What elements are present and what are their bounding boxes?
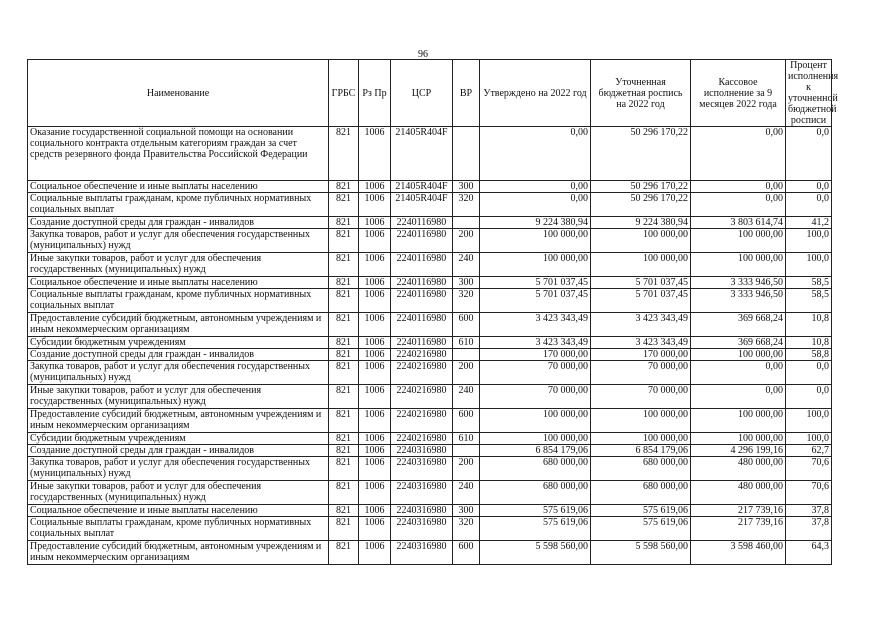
cell-csr: 2240116980: [391, 277, 453, 289]
cell-approved: 3 423 343,49: [480, 313, 591, 337]
cell-rzpr: 1006: [359, 181, 391, 193]
cell-vr: 200: [453, 361, 480, 385]
cell-percent: 41,2: [786, 217, 832, 229]
cell-name: Создание доступной среды для граждан - инвалидов: [28, 349, 329, 361]
cell-percent: 70,6: [786, 481, 832, 505]
cell-name: Субсидии бюджетным учреждениям: [28, 433, 329, 445]
cell-approved: 680 000,00: [480, 481, 591, 505]
cell-grbs: 821: [329, 181, 359, 193]
header-approved: Утверждено на 2022 год: [480, 60, 591, 127]
cell-cash: 3 333 946,50: [691, 277, 786, 289]
cell-refined: 100 000,00: [591, 409, 691, 433]
header-rzpr: Рз Пр: [359, 60, 391, 127]
cell-vr: 240: [453, 481, 480, 505]
cell-cash: 217 739,16: [691, 505, 786, 517]
cell-name: Оказание государственной социальной помощи на основании социального контракта отдельным категориям граждан за счет средств резервного фонда Правительства Российской Федерации: [28, 127, 329, 181]
budget-execution-table: [27, 59, 839, 565]
cell-percent: 58,5: [786, 277, 832, 289]
cell-cash: 0,00: [691, 361, 786, 385]
cell-refined: 3 423 343,49: [591, 313, 691, 337]
cell-csr: 2240316980: [391, 517, 453, 541]
cell-vr: [453, 445, 480, 457]
cell-cash: 100 000,00: [691, 409, 786, 433]
cell-name: Создание доступной среды для граждан - инвалидов: [28, 445, 329, 457]
cell-grbs: 821: [329, 361, 359, 385]
cell-cash: 369 668,24: [691, 337, 786, 349]
cell-approved: 680 000,00: [480, 457, 591, 481]
cell-name: Иные закупки товаров, работ и услуг для обеспечения государственных (муниципальных) нужд: [28, 481, 329, 505]
table-row: [28, 277, 832, 289]
table-row: [28, 409, 832, 433]
table-body: [28, 127, 832, 565]
cell-refined: 575 619,06: [591, 505, 691, 517]
cell-cash: 480 000,00: [691, 481, 786, 505]
cell-percent: 37,8: [786, 517, 832, 541]
cell-cash: 4 296 199,16: [691, 445, 786, 457]
cell-name: Социальное обеспечение и иные выплаты населению: [28, 181, 329, 193]
cell-rzpr: 1006: [359, 433, 391, 445]
cell-cash: 100 000,00: [691, 349, 786, 361]
cell-rzpr: 1006: [359, 127, 391, 181]
table-row: [28, 481, 832, 505]
page-number: 96: [418, 49, 428, 60]
cell-vr: 610: [453, 433, 480, 445]
cell-refined: 6 854 179,06: [591, 445, 691, 457]
cell-rzpr: 1006: [359, 337, 391, 349]
cell-csr: 2240116980: [391, 289, 453, 313]
cell-approved: 3 423 343,49: [480, 337, 591, 349]
cell-csr: 2240216980: [391, 409, 453, 433]
cell-approved: 575 619,06: [480, 517, 591, 541]
cell-csr: 2240116980: [391, 253, 453, 277]
cell-refined: 100 000,00: [591, 253, 691, 277]
cell-name: Иные закупки товаров, работ и услуг для обеспечения государственных (муниципальных) нужд: [28, 253, 329, 277]
header-percent: Процент исполнения к уточненной бюджетной росписи: [786, 60, 832, 127]
table-row: [28, 361, 832, 385]
cell-vr: 320: [453, 193, 480, 217]
cell-grbs: 821: [329, 517, 359, 541]
header-refined: Уточненная бюджетная роспись на 2022 год: [591, 60, 691, 127]
table-row: [28, 385, 832, 409]
cell-rzpr: 1006: [359, 349, 391, 361]
cell-grbs: 821: [329, 253, 359, 277]
cell-refined: 50 296 170,22: [591, 193, 691, 217]
header-cash: Кассовое исполнение за 9 месяцев 2022 года: [691, 60, 786, 127]
cell-approved: 5 701 037,45: [480, 277, 591, 289]
cell-refined: 9 224 380,94: [591, 217, 691, 229]
cell-name: Иные закупки товаров, работ и услуг для обеспечения государственных (муниципальных) нужд: [28, 385, 329, 409]
cell-vr: 320: [453, 517, 480, 541]
cell-rzpr: 1006: [359, 253, 391, 277]
cell-percent: 58,5: [786, 289, 832, 313]
header-grbs: ГРБС: [329, 60, 359, 127]
cell-percent: 58,8: [786, 349, 832, 361]
cell-percent: 0,0: [786, 127, 832, 181]
cell-csr: 2240316980: [391, 457, 453, 481]
cell-refined: 100 000,00: [591, 433, 691, 445]
table-row: [28, 517, 832, 541]
cell-csr: 2240216980: [391, 349, 453, 361]
cell-grbs: 821: [329, 277, 359, 289]
cell-rzpr: 1006: [359, 385, 391, 409]
table-row: [28, 445, 832, 457]
cell-vr: 240: [453, 385, 480, 409]
cell-percent: 10,8: [786, 337, 832, 349]
cell-rzpr: 1006: [359, 445, 391, 457]
table-row: [28, 541, 832, 565]
cell-rzpr: 1006: [359, 193, 391, 217]
cell-vr: [453, 127, 480, 181]
cell-refined: 5 701 037,45: [591, 289, 691, 313]
cell-grbs: 821: [329, 217, 359, 229]
cell-percent: 100,0: [786, 433, 832, 445]
cell-rzpr: 1006: [359, 505, 391, 517]
header-csr: ЦСР: [391, 60, 453, 127]
cell-grbs: 821: [329, 445, 359, 457]
cell-percent: 0,0: [786, 193, 832, 217]
cell-refined: 5 598 560,00: [591, 541, 691, 565]
table-row: [28, 181, 832, 193]
cell-grbs: 821: [329, 127, 359, 181]
cell-name: Закупка товаров, работ и услуг для обеспечения государственных (муниципальных) нужд: [28, 229, 329, 253]
cell-name: Социальные выплаты гражданам, кроме публичных нормативных социальных выплат: [28, 517, 329, 541]
cell-grbs: 821: [329, 433, 359, 445]
cell-csr: 2240316980: [391, 481, 453, 505]
cell-grbs: 821: [329, 385, 359, 409]
cell-name: Предоставление субсидий бюджетным, автономным учреждениям и иным некоммерческим организациям: [28, 409, 329, 433]
cell-cash: 369 668,24: [691, 313, 786, 337]
cell-approved: 0,00: [480, 181, 591, 193]
cell-rzpr: 1006: [359, 277, 391, 289]
cell-cash: 0,00: [691, 193, 786, 217]
cell-cash: 100 000,00: [691, 229, 786, 253]
cell-percent: 64,3: [786, 541, 832, 565]
cell-csr: 21405R404F: [391, 127, 453, 181]
cell-approved: 70 000,00: [480, 361, 591, 385]
cell-name: Социальное обеспечение и иные выплаты населению: [28, 277, 329, 289]
cell-cash: 0,00: [691, 127, 786, 181]
cell-approved: 5 598 560,00: [480, 541, 591, 565]
cell-percent: 0,0: [786, 181, 832, 193]
cell-csr: 2240216980: [391, 385, 453, 409]
table-row: [28, 229, 832, 253]
cell-vr: 300: [453, 505, 480, 517]
cell-cash: 3 333 946,50: [691, 289, 786, 313]
cell-grbs: 821: [329, 313, 359, 337]
cell-rzpr: 1006: [359, 229, 391, 253]
cell-approved: 575 619,06: [480, 505, 591, 517]
header-vr: ВР: [453, 60, 480, 127]
cell-refined: 680 000,00: [591, 457, 691, 481]
cell-approved: 100 000,00: [480, 253, 591, 277]
table-row: [28, 337, 832, 349]
cell-csr: 2240116980: [391, 337, 453, 349]
table-row: [28, 217, 832, 229]
header-name: Наименование: [28, 60, 329, 127]
cell-percent: 62,7: [786, 445, 832, 457]
cell-approved: 5 701 037,45: [480, 289, 591, 313]
cell-csr: 2240116980: [391, 217, 453, 229]
cell-csr: 2240216980: [391, 433, 453, 445]
cell-vr: 600: [453, 541, 480, 565]
cell-rzpr: 1006: [359, 541, 391, 565]
cell-name: Субсидии бюджетным учреждениям: [28, 337, 329, 349]
cell-rzpr: 1006: [359, 217, 391, 229]
cell-name: Социальные выплаты гражданам, кроме публичных нормативных социальных выплат: [28, 289, 329, 313]
cell-percent: 100,0: [786, 409, 832, 433]
cell-rzpr: 1006: [359, 409, 391, 433]
cell-name: Закупка товаров, работ и услуг для обеспечения государственных (муниципальных) нужд: [28, 361, 329, 385]
cell-approved: 100 000,00: [480, 229, 591, 253]
cell-grbs: 821: [329, 505, 359, 517]
cell-approved: 100 000,00: [480, 433, 591, 445]
cell-name: Создание доступной среды для граждан - инвалидов: [28, 217, 329, 229]
cell-approved: 6 854 179,06: [480, 445, 591, 457]
table-row: [28, 433, 832, 445]
table-row: [28, 505, 832, 517]
cell-percent: 37,8: [786, 505, 832, 517]
cell-approved: 170 000,00: [480, 349, 591, 361]
cell-cash: 3 803 614,74: [691, 217, 786, 229]
cell-vr: 300: [453, 181, 480, 193]
cell-cash: 0,00: [691, 385, 786, 409]
cell-grbs: 821: [329, 337, 359, 349]
cell-csr: 2240116980: [391, 229, 453, 253]
cell-cash: 3 598 460,00: [691, 541, 786, 565]
cell-approved: 0,00: [480, 193, 591, 217]
cell-refined: 70 000,00: [591, 385, 691, 409]
cell-approved: 0,00: [480, 127, 591, 181]
table-row: [28, 193, 832, 217]
cell-vr: 600: [453, 409, 480, 433]
cell-percent: 0,0: [786, 385, 832, 409]
cell-vr: 320: [453, 289, 480, 313]
cell-refined: 5 701 037,45: [591, 277, 691, 289]
cell-rzpr: 1006: [359, 313, 391, 337]
cell-rzpr: 1006: [359, 481, 391, 505]
cell-cash: 217 739,16: [691, 517, 786, 541]
cell-refined: 50 296 170,22: [591, 127, 691, 181]
cell-csr: 2240216980: [391, 361, 453, 385]
cell-vr: 200: [453, 229, 480, 253]
table-row: [28, 457, 832, 481]
cell-grbs: 821: [329, 541, 359, 565]
cell-csr: 2240316980: [391, 505, 453, 517]
cell-refined: 3 423 343,49: [591, 337, 691, 349]
cell-vr: 300: [453, 277, 480, 289]
cell-rzpr: 1006: [359, 361, 391, 385]
cell-csr: 2240316980: [391, 445, 453, 457]
cell-vr: 240: [453, 253, 480, 277]
cell-grbs: 821: [329, 349, 359, 361]
cell-refined: 100 000,00: [591, 229, 691, 253]
cell-vr: 200: [453, 457, 480, 481]
cell-refined: 575 619,06: [591, 517, 691, 541]
cell-name: Предоставление субсидий бюджетным, автономным учреждениям и иным некоммерческим организациям: [28, 313, 329, 337]
cell-approved: 70 000,00: [480, 385, 591, 409]
cell-name: Социальные выплаты гражданам, кроме публичных нормативных социальных выплат: [28, 193, 329, 217]
cell-cash: 100 000,00: [691, 253, 786, 277]
cell-vr: 600: [453, 313, 480, 337]
cell-percent: 100,0: [786, 229, 832, 253]
table-row: [28, 313, 832, 337]
table-row: [28, 349, 832, 361]
cell-csr: 21405R404F: [391, 193, 453, 217]
cell-vr: 610: [453, 337, 480, 349]
cell-grbs: 821: [329, 457, 359, 481]
cell-cash: 100 000,00: [691, 433, 786, 445]
cell-rzpr: 1006: [359, 517, 391, 541]
cell-grbs: 821: [329, 409, 359, 433]
cell-vr: [453, 349, 480, 361]
cell-grbs: 821: [329, 193, 359, 217]
table-header-row: [28, 60, 832, 127]
cell-name: Социальное обеспечение и иные выплаты населению: [28, 505, 329, 517]
cell-csr: 2240316980: [391, 541, 453, 565]
cell-rzpr: 1006: [359, 457, 391, 481]
cell-grbs: 821: [329, 481, 359, 505]
cell-name: Предоставление субсидий бюджетным, автономным учреждениям и иным некоммерческим организациям: [28, 541, 329, 565]
cell-cash: 0,00: [691, 181, 786, 193]
table-row: [28, 127, 832, 181]
cell-csr: 21405R404F: [391, 181, 453, 193]
cell-vr: [453, 217, 480, 229]
cell-refined: 70 000,00: [591, 361, 691, 385]
cell-refined: 50 296 170,22: [591, 181, 691, 193]
cell-percent: 0,0: [786, 361, 832, 385]
cell-rzpr: 1006: [359, 289, 391, 313]
cell-refined: 170 000,00: [591, 349, 691, 361]
cell-percent: 70,6: [786, 457, 832, 481]
cell-csr: 2240116980: [391, 313, 453, 337]
cell-percent: 10,8: [786, 313, 832, 337]
cell-cash: 480 000,00: [691, 457, 786, 481]
cell-grbs: 821: [329, 229, 359, 253]
table-row: [28, 253, 832, 277]
cell-refined: 680 000,00: [591, 481, 691, 505]
table-row: [28, 289, 832, 313]
cell-percent: 100,0: [786, 253, 832, 277]
cell-grbs: 821: [329, 289, 359, 313]
cell-name: Закупка товаров, работ и услуг для обеспечения государственных (муниципальных) нужд: [28, 457, 329, 481]
cell-approved: 100 000,00: [480, 409, 591, 433]
cell-approved: 9 224 380,94: [480, 217, 591, 229]
